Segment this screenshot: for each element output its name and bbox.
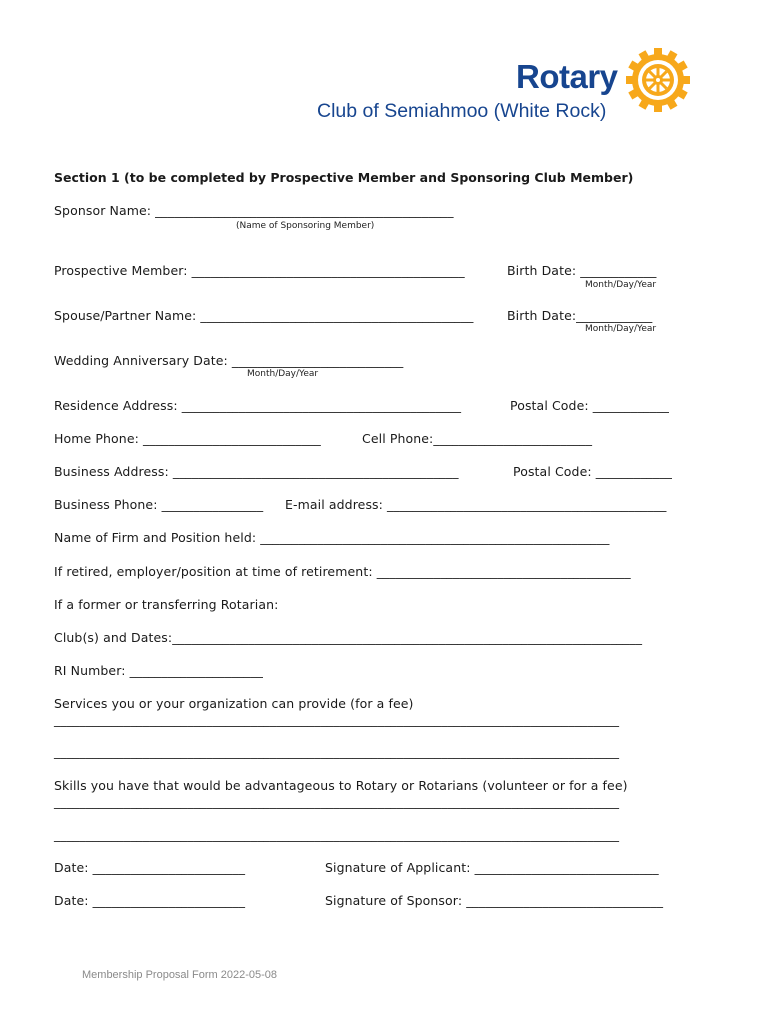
- skills-line-1[interactable]: _________________________________________________________________________________________: [54, 794, 620, 809]
- birth-date-hint-spouse: Month/Day/Year: [585, 324, 657, 334]
- birth-date-field-member[interactable]: Birth Date: ____________: [507, 263, 657, 278]
- wedding-anniversary-field[interactable]: Wedding Anniversary Date: ___________________________: [54, 353, 404, 368]
- rotary-wheel-icon: [624, 46, 692, 114]
- birth-date-hint-member: Month/Day/Year: [585, 280, 657, 290]
- applicant-date-field[interactable]: Date: ________________________: [54, 860, 246, 875]
- clubs-dates-field[interactable]: Club(s) and Dates:__________________________________________________________________________: [54, 630, 643, 645]
- prospective-member-field[interactable]: Prospective Member: ___________________________________________: [54, 263, 465, 278]
- ri-number-field[interactable]: RI Number: _____________________: [54, 663, 263, 678]
- postal-code-field-business[interactable]: Postal Code: ____________: [513, 464, 672, 479]
- footer-form-id: Membership Proposal Form 2022-05-08: [82, 969, 278, 981]
- residence-address-field[interactable]: Residence Address: ____________________________________________: [54, 398, 462, 413]
- services-line-2[interactable]: _________________________________________________________________________________________: [54, 744, 620, 759]
- home-phone-field[interactable]: Home Phone: ____________________________: [54, 431, 321, 446]
- sponsor-name-hint: (Name of Sponsoring Member): [236, 221, 375, 231]
- former-rotarian-label: If a former or transferring Rotarian:: [54, 597, 279, 612]
- email-address-field[interactable]: E-mail address: ____________________________________________: [285, 497, 667, 512]
- services-label: Services you or your organization can provide (for a fee): [54, 696, 414, 711]
- sponsor-signature-field[interactable]: Signature of Sponsor: _______________________________: [325, 893, 664, 908]
- firm-position-field[interactable]: Name of Firm and Position held: _______________________________________________________: [54, 530, 610, 545]
- brand-wordmark: Rotary: [516, 58, 618, 95]
- skills-line-2[interactable]: _________________________________________________________________________________________: [54, 827, 620, 842]
- sponsor-date-field[interactable]: Date: ________________________: [54, 893, 246, 908]
- spouse-name-field[interactable]: Spouse/Partner Name: ___________________________________________: [54, 308, 474, 323]
- applicant-signature-field[interactable]: Signature of Applicant: _____________________________: [325, 860, 659, 875]
- retired-employer-field[interactable]: If retired, employer/position at time of retirement: ________________________________________: [54, 564, 631, 579]
- business-phone-field[interactable]: Business Phone: ________________: [54, 497, 264, 512]
- section-title: Section 1 (to be completed by Prospective Member and Sponsoring Club Member): [54, 170, 634, 185]
- birth-date-field-spouse[interactable]: Birth Date:____________: [507, 308, 653, 323]
- club-name: Club of Semiahmoo (White Rock): [317, 100, 607, 122]
- skills-label: Skills you have that would be advantageous to Rotary or Rotarians (volunteer or for a fee): [54, 778, 628, 793]
- sponsor-name-field[interactable]: Sponsor Name: _______________________________________________: [54, 203, 454, 218]
- business-address-field[interactable]: Business Address: _____________________________________________: [54, 464, 459, 479]
- postal-code-field-residence[interactable]: Postal Code: ____________: [510, 398, 669, 413]
- cell-phone-field[interactable]: Cell Phone:_________________________: [362, 431, 593, 446]
- services-line-1[interactable]: _________________________________________________________________________________________: [54, 712, 620, 727]
- wedding-anniversary-hint: Month/Day/Year: [247, 369, 319, 379]
